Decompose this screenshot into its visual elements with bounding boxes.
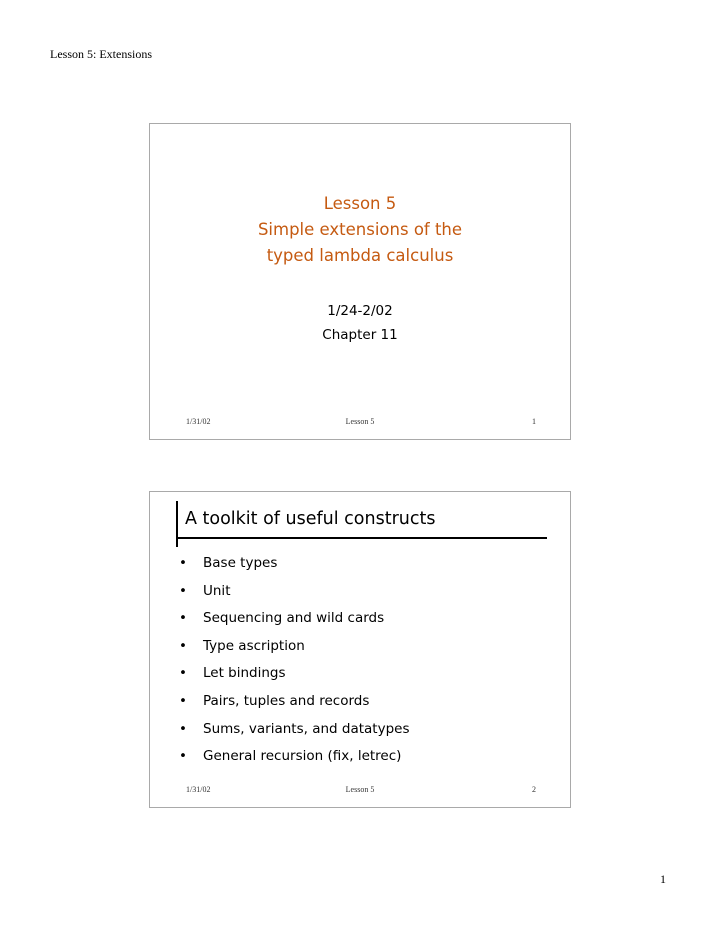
bullet-icon: •	[179, 582, 187, 599]
bullet-list	[177, 553, 409, 774]
title-line: typed lambda calculus	[266, 246, 454, 265]
list-item: • Type ascription	[179, 637, 305, 654]
list-item: • General recursion (fix, letrec)	[179, 748, 402, 765]
bullet-icon: •	[179, 748, 187, 765]
bullet-icon: •	[179, 665, 187, 682]
list-item: • Unit	[179, 582, 231, 599]
bullet-icon: •	[179, 637, 187, 654]
slide-1-subtitle	[150, 299, 570, 347]
footer-date: 1/31/02	[186, 785, 211, 794]
title-line: Simple extensions of the	[257, 220, 463, 239]
list-item: • Sums, variants, and datatypes	[179, 720, 410, 737]
slide-1	[149, 123, 571, 440]
bullet-icon: •	[179, 720, 187, 737]
bullet-icon: •	[179, 610, 187, 627]
footer-lesson: Lesson 5	[345, 417, 375, 426]
list-item: • Sequencing and wild cards	[179, 610, 385, 627]
list-item: • Base types	[179, 555, 278, 571]
slide-2-title: A toolkit of useful constructs	[185, 509, 436, 529]
bullet-icon: •	[179, 555, 187, 571]
list-item: • Let bindings	[179, 665, 286, 682]
title-line: Lesson 5	[323, 194, 397, 213]
list-item: • Pairs, tuples and records	[179, 692, 370, 709]
footer-slide-number: 2	[532, 785, 536, 794]
footer-date: 1/31/02	[186, 417, 211, 426]
footer-lesson: Lesson 5	[345, 785, 375, 794]
title-vertical-rule	[176, 501, 178, 547]
footer-slide-number: 1	[532, 417, 536, 426]
page-header: Lesson 5: Extensions	[50, 47, 152, 61]
slide-2	[149, 491, 571, 808]
bullet-icon: •	[179, 692, 187, 709]
date-range: 1/24-2/02	[327, 303, 393, 319]
slide-1-title	[150, 191, 570, 269]
chapter-label: Chapter 11	[322, 327, 398, 343]
page-number: 1	[660, 872, 666, 886]
title-underline-rule	[176, 537, 547, 539]
